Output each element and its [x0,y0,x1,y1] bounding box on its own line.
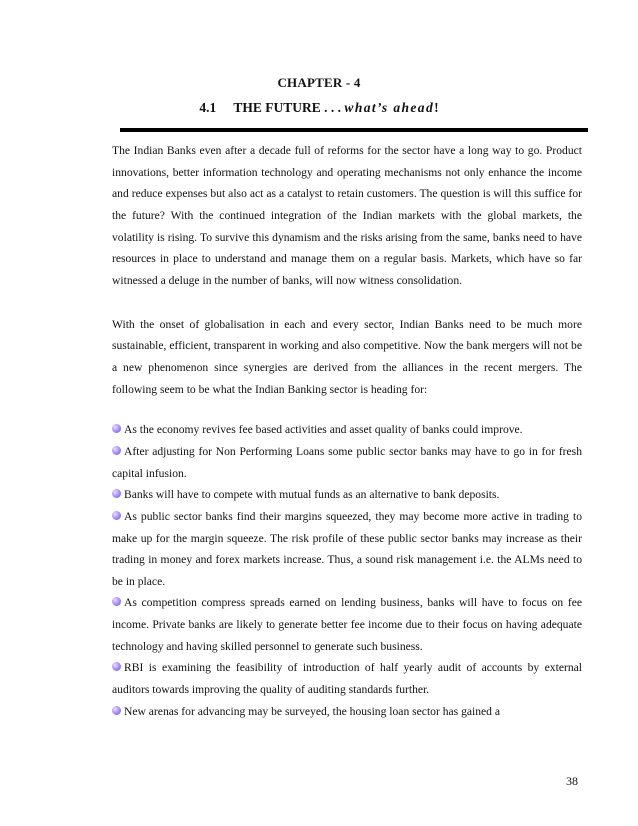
bullet-text: After adjusting for Non Performing Loans some public sector banks may have to go in for fresh capital infusion. [112,444,582,480]
bullet-icon [112,511,121,520]
bullet-icon [112,706,121,715]
section-number: 4.1 [199,100,217,115]
bullet-item [112,419,582,441]
bullet-text: As the economy revives fee based activities and asset quality of banks could improve. [124,423,523,437]
paragraph: With the onset of globalisation in each and every sector, Indian Banks need to be much more sustainable, efficient, transparent in working and also competitive. Now the bank mergers will not be a new phenomenon since synergies are derived from the alliances in the recent mergers. The following seem to be what the Indian Banking sector is heading for: [112,317,582,396]
bullet-item [112,506,582,593]
heading-rule [120,128,588,132]
paragraph: The Indian Banks even after a decade full of reforms for the sector have a long way to go. Product innovations, better information technology and operating mechanisms not only enhance the income and reduce expenses but also act as a catalyst to retain customers. The question is will this suffice for the future? With the continued integration of the Indian markets with the global markets, the volatility is rising. To survive this dynamism and the risks arising from the same, banks need to have resources in place to understand and manage them on a regular basis. Markets, which have so far witnessed a deluge in the number of banks, will now witness consolidation. [112,144,582,287]
bullet-icon [112,424,121,433]
section-heading [0,100,638,116]
bullet-text: As competition compress spreads earned on lending business, banks will have to focus on fee income. Private banks are likely to generate better fee income due to their focus on having adequate technology and having skilled personnel to generate such business. [112,596,582,653]
section-subtitle: what’s ahead [344,100,435,115]
bullet-item [112,701,582,723]
section-title-end: ! [434,100,439,115]
bullet-icon [112,662,121,671]
bullet-text: New arenas for advancing may be surveyed, the housing loan sector has gained a [124,704,501,718]
bullet-item [112,441,582,484]
bullet-text: As public sector banks find their margins squeezed, they may become more active in trading to make up for the margin squeeze. The risk profile of these public sector banks may increase as their trading in money and forex markets increase. Thus, a sound risk management i.e. the ALMs need to be in place. [112,509,582,588]
page-number: 38 [566,774,578,788]
bullet-text: RBI is examining the feasibility of introduction of half yearly audit of accounts by external auditors towards improving the quality of auditing standards further. [112,661,582,697]
body-text [112,140,582,722]
bullet-item [112,484,582,506]
bullet-icon [112,489,121,498]
bullet-item [112,657,582,700]
bullet-item [112,592,582,657]
section-title: THE FUTURE . . . [233,100,342,115]
bullet-icon [112,597,121,606]
bullet-text: Banks will have to compete with mutual funds as an alternative to bank deposits. [124,488,500,502]
chapter-heading: CHAPTER - 4 [277,75,361,90]
bullet-icon [112,446,121,455]
